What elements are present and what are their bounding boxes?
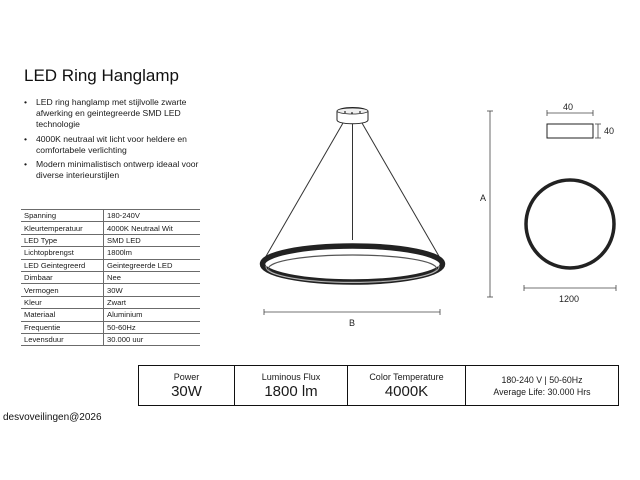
copyright-text: desvoveilingen@2026 — [3, 412, 102, 423]
power-value: 30W — [171, 382, 202, 400]
dimension-a — [480, 111, 493, 297]
lamp-front-view — [263, 108, 443, 283]
ring-top-circle — [526, 180, 614, 268]
spec-value: Zwart — [104, 296, 201, 308]
summary-box — [138, 365, 619, 406]
spec-label: Kleurtemperatuur — [21, 222, 104, 234]
product-title: LED Ring Hanglamp — [24, 66, 179, 85]
spec-label: Materiaal — [21, 309, 104, 321]
spec-label: Vermogen — [21, 284, 104, 296]
summary-power — [139, 366, 235, 405]
dimension-b-label: B — [349, 318, 356, 328]
summary-electrical — [466, 366, 618, 405]
temperature-value: 4000K — [384, 382, 429, 400]
profile-height-label: 40 — [604, 126, 615, 136]
profile-width-label: 40 — [563, 102, 574, 112]
spec-label: Frequentie — [21, 321, 104, 333]
power-label: Power — [173, 371, 200, 382]
ring-led-strip — [266, 252, 439, 283]
spec-value: Aluminium — [104, 309, 201, 321]
spec-value: 1800lm — [104, 247, 201, 259]
spec-label: Lichtopbrengst — [21, 247, 104, 259]
spec-value: 50-60Hz — [104, 321, 201, 333]
feature-item: • 4000K neutraal wit licht voor heldere en comfortabele verlichting — [24, 134, 224, 156]
voltage-line: 180-240 V | 50-60Hz — [501, 374, 583, 385]
flux-label: Luminous Flux — [261, 371, 321, 382]
summary-flux — [235, 366, 348, 405]
profile-section — [547, 102, 614, 138]
ring-diameter-label: 1200 — [559, 294, 580, 304]
spec-label: Kleur — [21, 296, 104, 308]
spec-label: Levensduur — [21, 333, 104, 345]
spec-label: LED Type — [21, 234, 104, 246]
suspension-wire — [362, 123, 440, 258]
lifetime-line: Average Life: 30.000 Hrs — [493, 386, 591, 397]
canopy-screw — [344, 111, 346, 113]
summary-temperature — [348, 366, 466, 405]
spec-value: 30W — [104, 284, 201, 296]
feature-item: • Modern minimalistisch ontwerp ideaal voor diverse interieurstijlen — [24, 159, 224, 181]
spec-value: Nee — [104, 271, 201, 283]
profile-rect — [547, 124, 593, 138]
temperature-label: Color Temperature — [369, 371, 444, 382]
spec-value: SMD LED — [104, 234, 201, 246]
dimension-a-label: A — [480, 193, 487, 203]
spec-label: Dimbaar — [21, 271, 104, 283]
spec-label: Spanning — [21, 210, 104, 222]
suspension-wire — [265, 123, 343, 258]
canopy-screw — [351, 112, 353, 114]
dimension-b — [264, 309, 440, 328]
canopy-screw — [359, 111, 361, 113]
spec-value: 180-240V — [104, 210, 201, 222]
spec-label: LED Geintegreerd — [21, 259, 104, 271]
flux-value: 1800 lm — [264, 382, 318, 400]
spec-value: 30.000 uur — [104, 333, 201, 345]
ring-top-view — [524, 180, 616, 304]
spec-value: Geintegreerde LED — [104, 259, 201, 271]
feature-item: • LED ring hanglamp met stijlvolle zwarte afwerking en geintegreerde SMD LED technologie — [24, 97, 224, 131]
spec-value: 4000K Neutraal Wit — [104, 222, 201, 234]
